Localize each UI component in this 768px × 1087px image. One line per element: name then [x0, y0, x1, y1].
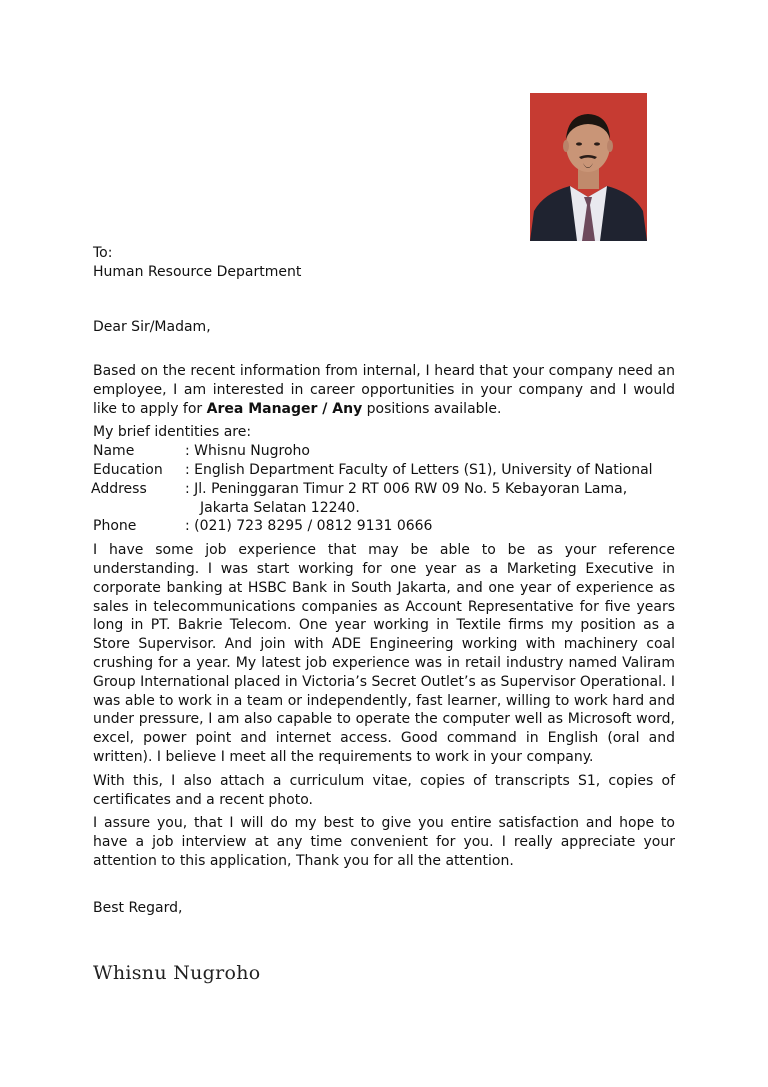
intro-text: Based on the recent information from internal, I heard that your company need an employee, I am interested in career opportunities in your company and I would like to apply for [93, 363, 675, 417]
intro-tail: positions available. [362, 400, 502, 417]
identities-section [93, 423, 675, 536]
name-label: Name [93, 443, 135, 460]
applicant-photo [530, 93, 647, 241]
address-line-2: Jakarta Selatan 12240. [200, 499, 360, 516]
greeting: Dear Sir/Madam, [93, 319, 211, 335]
intro-paragraph [93, 362, 675, 418]
phone-label: Phone [93, 518, 137, 535]
phone-value: : (021) 723 8295 / 0812 9131 0666 [185, 518, 433, 535]
recipient-block [93, 244, 301, 282]
name-value: : Whisnu Nugroho [185, 443, 310, 460]
address-value: : Jl. Peninggaran Timur 2 RT 006 RW 09 No. 5 Kebayoran Lama, [185, 480, 628, 497]
identity-row-address [93, 480, 675, 499]
identity-row-name [93, 442, 675, 461]
closing: Best Regard, [93, 900, 183, 916]
education-value: : English Department Faculty of Letters (S1), University of National [185, 461, 653, 478]
identity-row-phone [93, 517, 675, 536]
identities-heading: My brief identities are: [93, 424, 252, 441]
education-label: Education [93, 461, 163, 478]
recipient-department: Human Resource Department [93, 264, 302, 280]
to-label: To: [93, 245, 113, 261]
attachments-paragraph: With this, I also attach a curriculum vitae, copies of transcripts S1, copies of certificates and a recent photo. [93, 772, 675, 808]
assurance-paragraph: I assure you, that I will do my best to give you entire satisfaction and hope to have a job interview at any time convenient for you. I really appreciate your attention to this application, Thank you for all the attention. [93, 815, 675, 869]
experience-paragraph: I have some job experience that may be able to be as your reference understanding. I was start working for one year as a Marketing Executive in corporate banking at HSBC Bank in South Jakarta, and one year of experience as sales in telecommunications companies as Account Representative for five years long in PT. Bakrie Telecom. One year working in Textile firms my position as a Store Supervisor. And join with ADE Engineering working with machinery coal crushing for a year. My latest job experience was in retail industry named Valiram Group International placed in Victoria’s Secret Outlet’s as Supervisor Operational. I was able to work in a team or independently, fast learner, willing to work hard and under pressure, I am also capable to operate the computer well as Microsoft word, excel, power point and internet access. Good command in English (oral and written). I believe I meet all the requirements to work in your company. [93, 542, 675, 765]
signature: Whisnu Nugroho [93, 962, 261, 984]
identity-row-education [93, 461, 675, 480]
address-label: Address [91, 480, 147, 497]
letter-body [93, 362, 675, 876]
applied-position: Area Manager / Any [206, 400, 363, 417]
